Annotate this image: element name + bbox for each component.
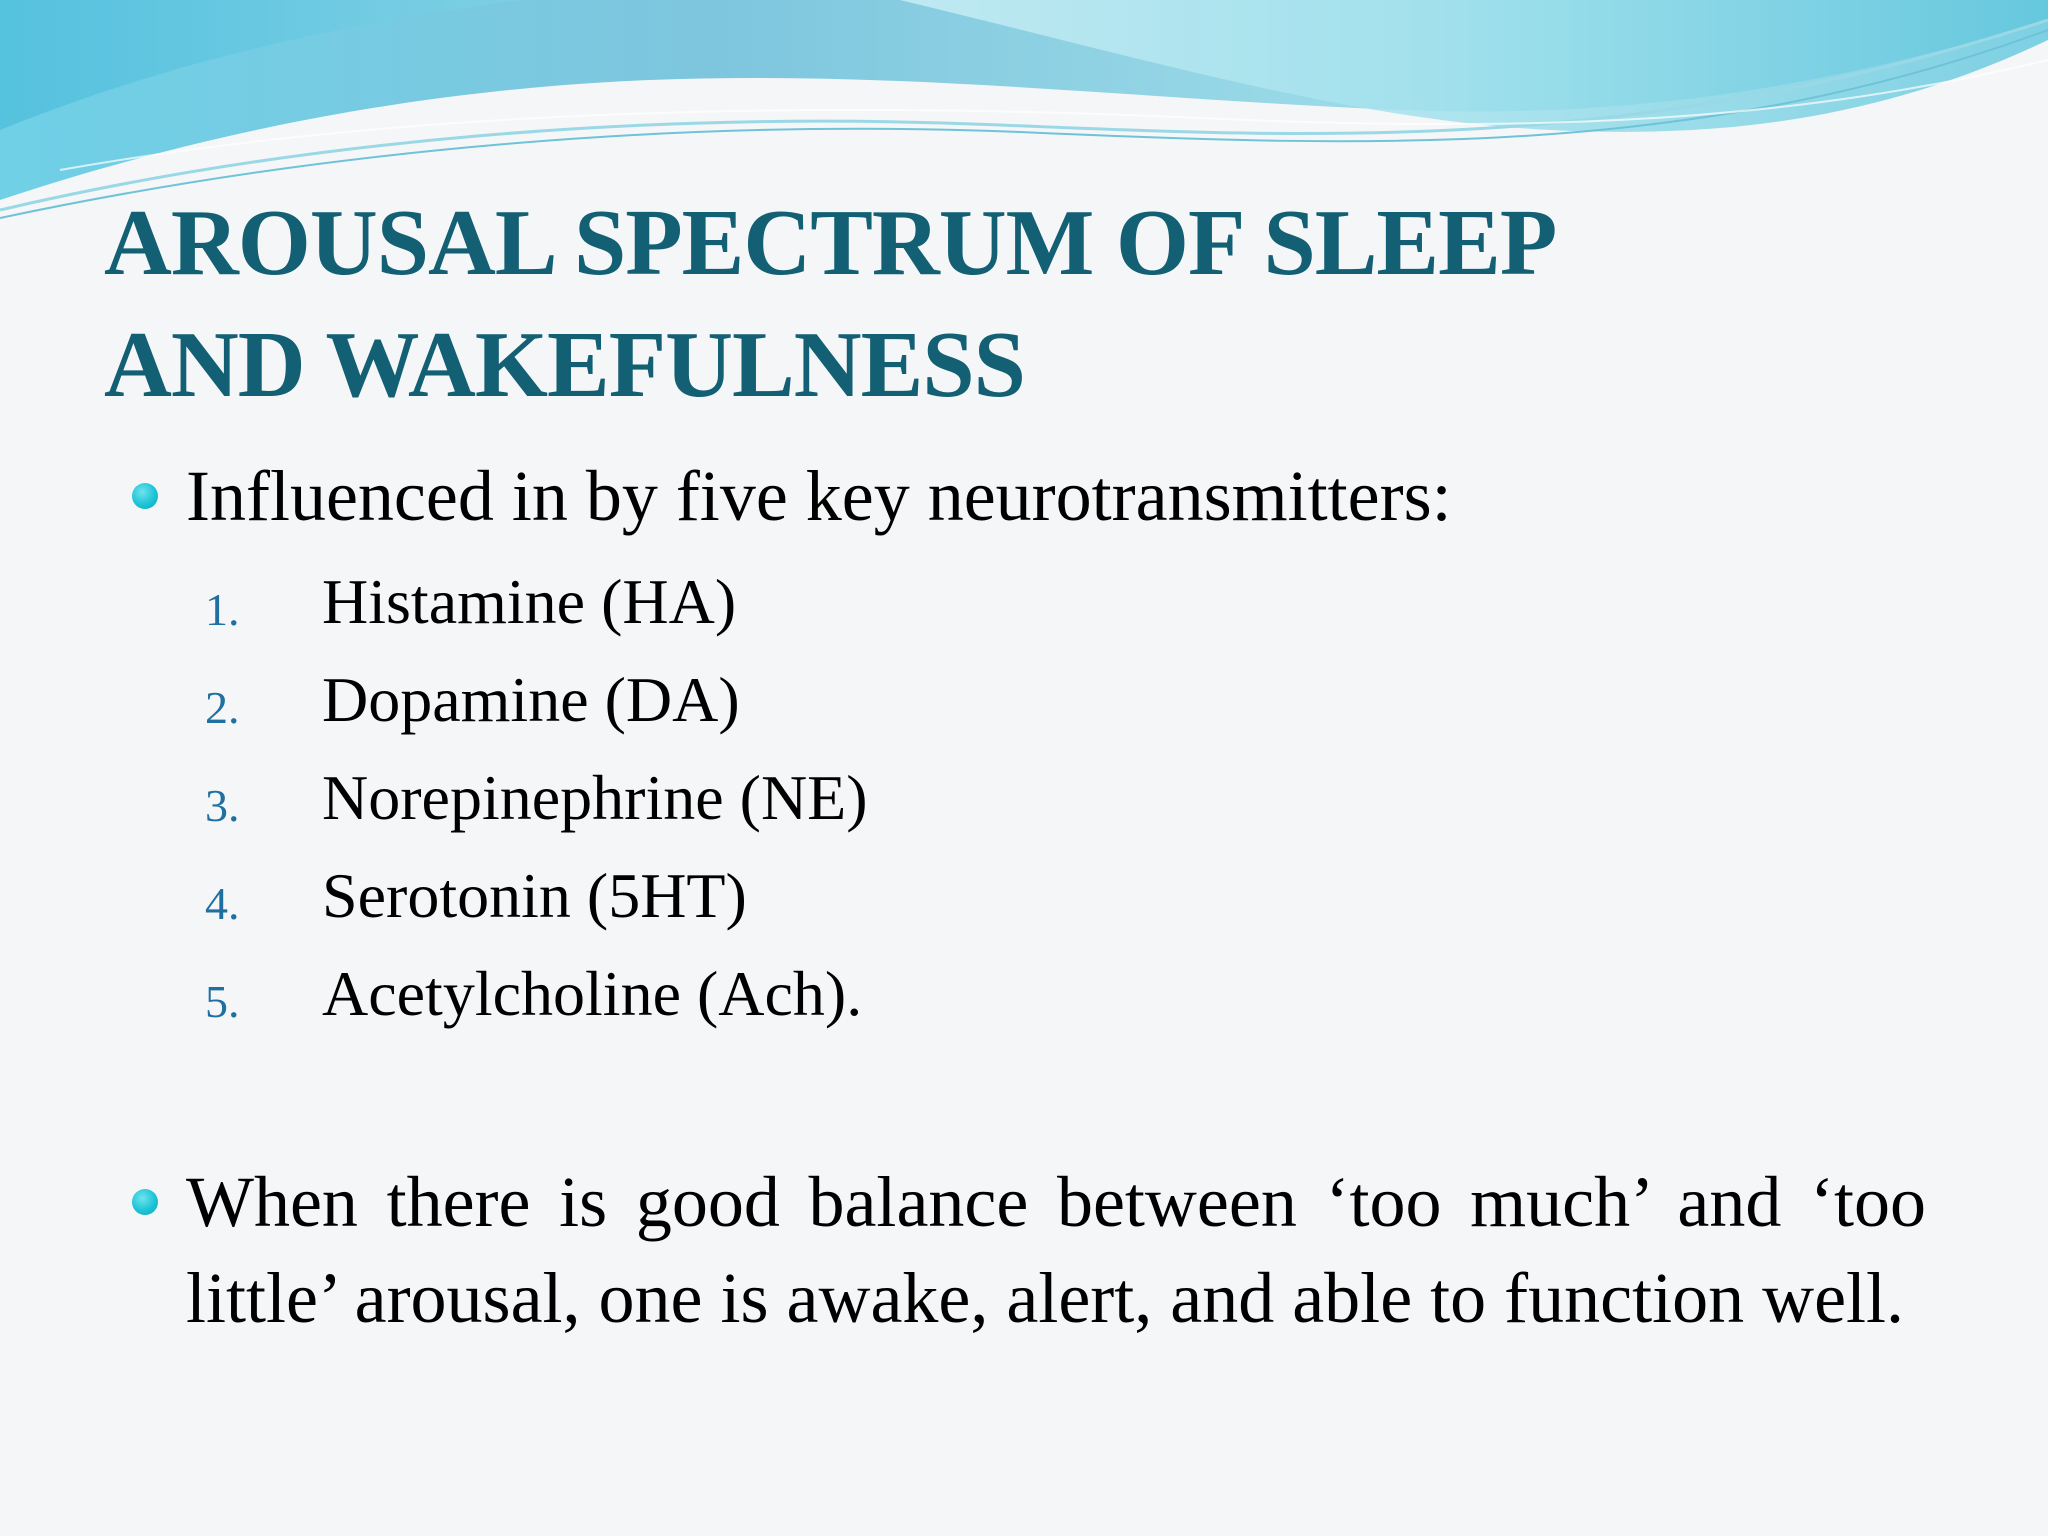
list-number: 3. — [205, 780, 240, 831]
list-number: 2. — [205, 682, 240, 733]
list-item-text: Histamine (HA) — [322, 566, 737, 637]
slide-title-line-1: AROUSAL SPECTRUM OF SLEEP — [104, 191, 1557, 295]
bullet-text-neurotransmitters: Influenced in by five key neurotransmitters: — [186, 456, 1452, 536]
list-number: 1. — [205, 584, 240, 635]
list-item-text: Serotonin (5HT) — [322, 860, 747, 931]
list-number: 5. — [205, 976, 240, 1027]
slide-title — [104, 182, 1924, 426]
slide-title-line-2: AND WAKEFULNESS — [104, 313, 1025, 417]
list-number: 4. — [205, 878, 240, 929]
bullet-text-balance: When there is good balance between ‘too much’ and ‘too little’ arousal, one is awake, alert, and able to function well. — [186, 1162, 1926, 1338]
bullet-icon — [132, 483, 158, 509]
list-item-text: Norepinephrine (NE) — [322, 762, 868, 833]
bullet-icon — [132, 1189, 158, 1215]
list-item-text: Dopamine (DA) — [322, 664, 740, 735]
list-item-text: Acetylcholine (Ach). — [322, 958, 863, 1029]
